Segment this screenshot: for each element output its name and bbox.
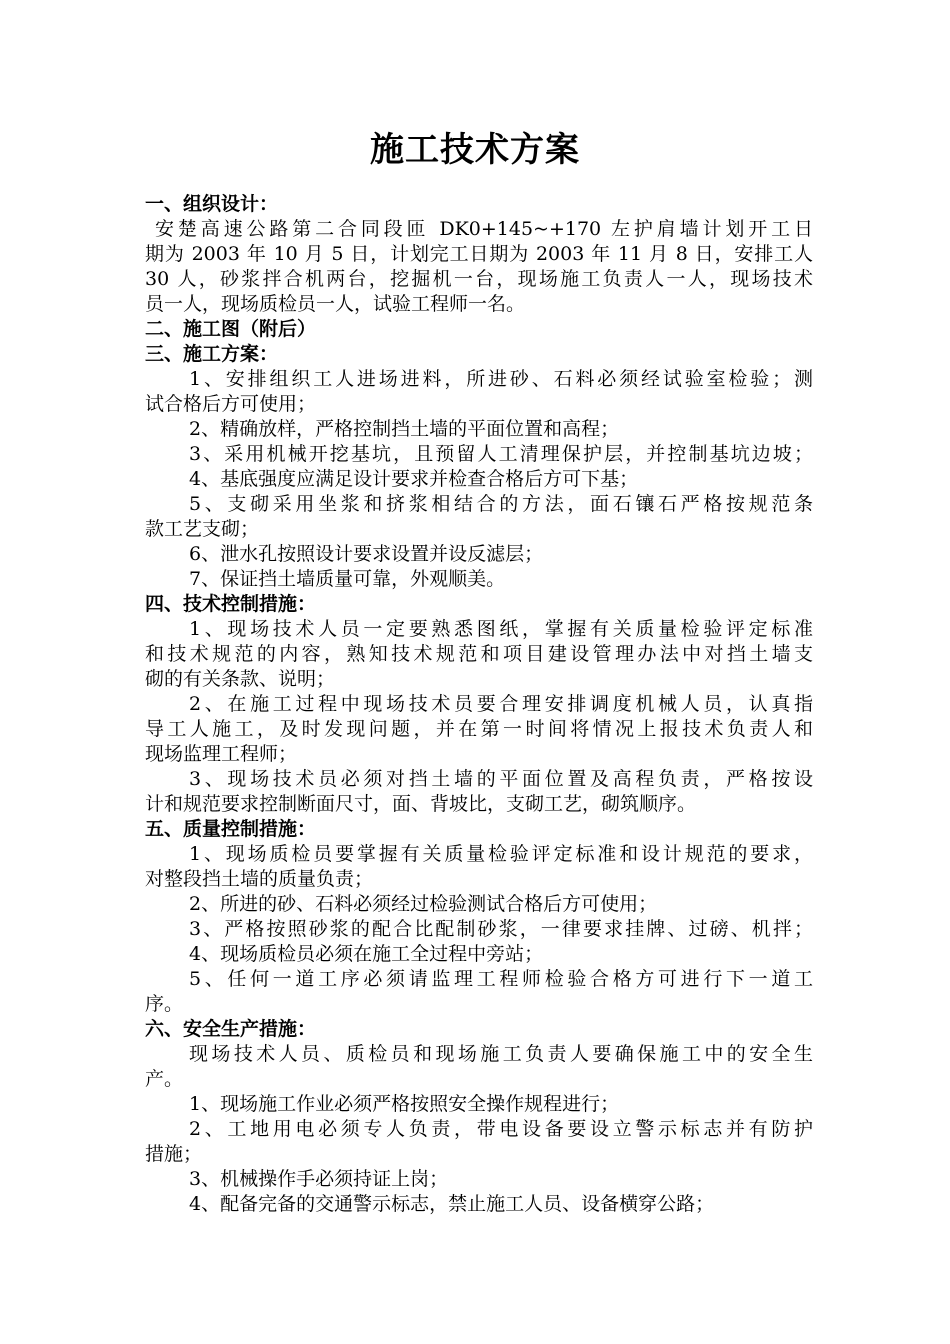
- paragraph-line: 计和规范要求控制断面尺寸，面、背坡比，支砌工艺，砌筑顺序。: [145, 793, 697, 815]
- paragraph-line: 3、机械操作手必须持证上岗；: [189, 1168, 449, 1190]
- paragraph-line: 7、保证挡土墙质量可靠，外观顺美。: [189, 568, 506, 590]
- paragraph-line: 30 人，砂浆拌合机两台，挖掘机一台，现场施工负责人一人，现场技术: [145, 268, 813, 290]
- paragraph-line: 3、严格按照砂浆的配合比配制砂浆，一律要求挂牌、过磅、机拌；: [189, 918, 813, 940]
- paragraph-line: 3、采用机械开挖基坑，且预留人工清理保护层，并控制基坑边坡；: [189, 443, 813, 465]
- document-body: [145, 192, 813, 1217]
- paragraph-line: 5、任何一道工序必须请监理工程师检验合格方可进行下一道工: [189, 968, 813, 990]
- paragraph-line: 4、配备完备的交通警示标志，禁止施工人员、设备横穿公路；: [189, 1193, 715, 1215]
- section-heading-drawings: 二、施工图（附后）: [145, 318, 317, 340]
- paragraph-line: 6、泄水孔按照设计要求设置并设反滤层；: [189, 543, 544, 565]
- paragraph-line: 1、现场质检员要掌握有关质量检验评定标准和设计规范的要求，: [189, 843, 813, 865]
- paragraph-line: 1、现场施工作业必须严格按照安全操作规程进行；: [189, 1093, 620, 1115]
- paragraph-line: 员一人，现场质检员一人，试验工程师一名。: [145, 293, 526, 315]
- section-heading-construction-plan: 三、施工方案：: [145, 343, 279, 365]
- paragraph-line: 现场监理工程师；: [145, 743, 298, 765]
- paragraph-line: 3、现场技术员必须对挡土墙的平面位置及高程负责，严格按设: [189, 768, 813, 790]
- document-title: 施工技术方案: [370, 130, 580, 170]
- paragraph-line: 2、在施工过程中现场技术员要合理安排调度机械人员，认真指: [189, 693, 813, 715]
- paragraph-line: 试合格后方可使用；: [145, 393, 317, 415]
- paragraph-line: 4、基底强度应满足设计要求并检查合格后方可下基；: [189, 468, 639, 490]
- paragraph-line: 序。: [145, 993, 184, 1015]
- paragraph-line: 砌的有关条款、说明；: [145, 668, 336, 690]
- paragraph-line: 导工人施工，及时发现问题，并在第一时间将情况上报技术负责人和: [145, 718, 813, 740]
- paragraph-line: 1、现场技术人员一定要熟悉图纸，掌握有关质量检验评定标准: [189, 618, 813, 640]
- section-heading-safety: 六、安全生产措施：: [145, 1018, 317, 1040]
- section-heading-technical-control: 四、技术控制措施：: [145, 593, 317, 615]
- paragraph-line: 期为 2003 年 10 月 5 日，计划完工日期为 2003 年 11 月 8 日，安排工人: [145, 243, 813, 265]
- paragraph-line: 产。: [145, 1068, 184, 1090]
- paragraph-line: 款工艺支砌；: [145, 518, 260, 540]
- paragraph-line: 现场技术人员、质检员和现场施工负责人要确保施工中的安全生: [189, 1043, 813, 1065]
- paragraph-line: 1、安排组织工人进场进料，所进砂、石料必须经试验室检验；测: [189, 368, 813, 390]
- paragraph-line: 安楚高速公路第二合同段匝 DK0+145~+170 左护肩墙计划开工日: [155, 218, 813, 240]
- paragraph-line: 2、工地用电必须专人负责，带电设备要设立警示标志并有防护: [189, 1118, 813, 1140]
- paragraph-line: 2、所进的砂、石料必须经过检验测试合格后方可使用；: [189, 893, 658, 915]
- section-heading-quality-control: 五、质量控制措施：: [145, 818, 317, 840]
- section-heading-organization: 一、组织设计：: [145, 193, 279, 215]
- paragraph-line: 4、现场质检员必须在施工全过程中旁站；: [189, 943, 544, 965]
- paragraph-line: 2、精确放样，严格控制挡土墙的平面位置和高程；: [189, 418, 620, 440]
- paragraph-line: 5、支砌采用坐浆和挤浆相结合的方法，面石镶石严格按规范条: [189, 493, 813, 515]
- paragraph-line: 对整段挡土墙的质量负责；: [145, 868, 374, 890]
- paragraph-line: 和技术规范的内容，熟知技术规范和项目建设管理办法中对挡土墙支: [145, 643, 813, 665]
- paragraph-line: 措施；: [145, 1143, 203, 1165]
